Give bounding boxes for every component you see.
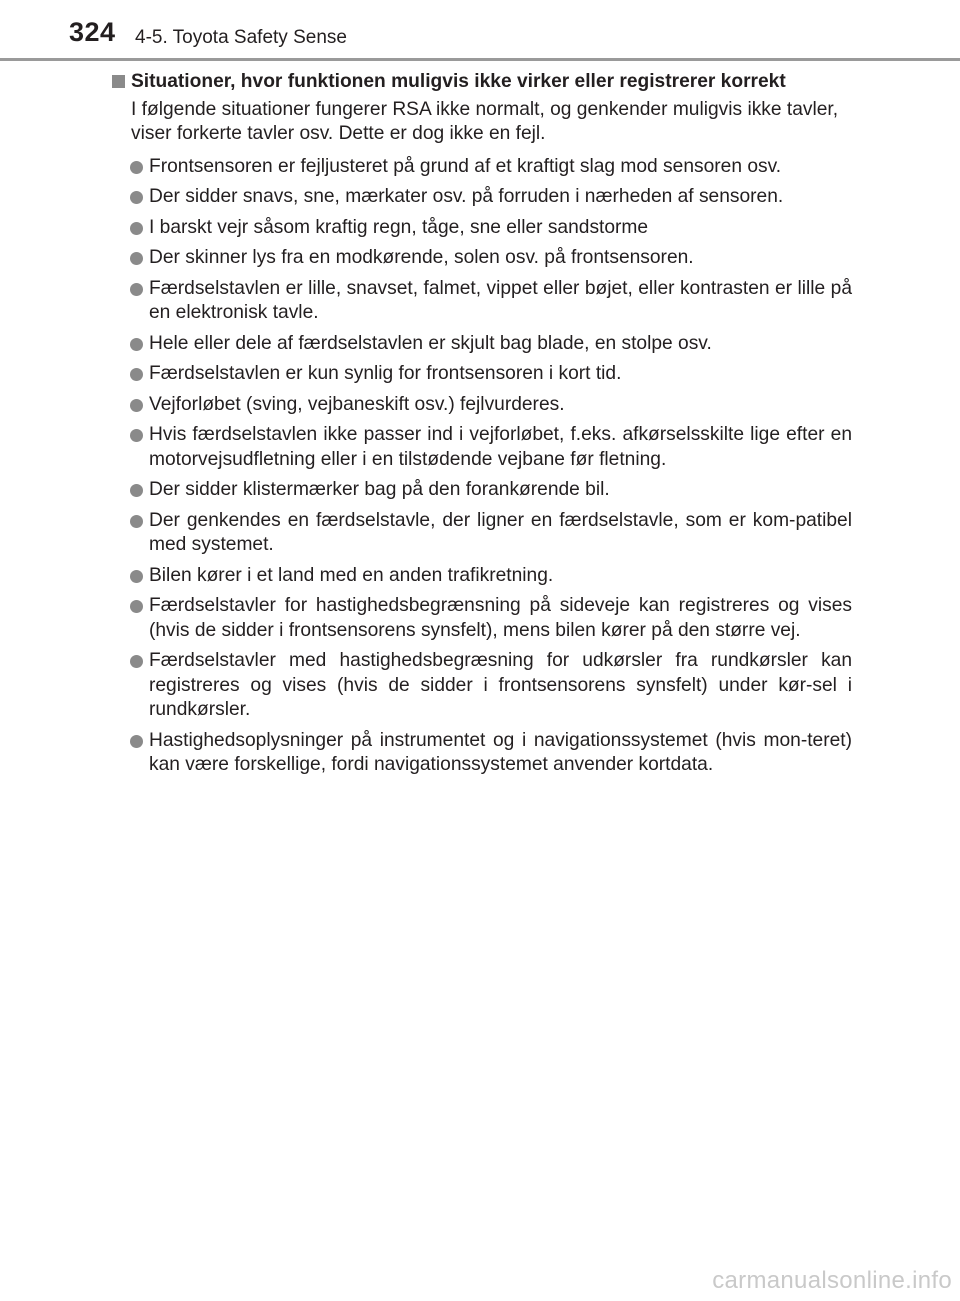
list-item <box>112 509 852 558</box>
list-item <box>112 729 852 778</box>
page-number: 324 <box>69 17 116 47</box>
bullet-dot-icon <box>130 399 143 412</box>
list-item-text: Færdselstavler for hastighedsbegrænsning på sideveje kan registreres og vises (hvis de sidder i frontsensorens synsfelt), mens bilen kører på den større vej. <box>149 595 852 641</box>
bullet-dot-icon <box>130 515 143 528</box>
list-item <box>112 155 852 180</box>
list-item-text: Færdselstavlen er lille, snavset, falmet, vippet eller bøjet, eller kontrasten er lille på en elektronisk tavle. <box>149 277 852 323</box>
list-item-text: Frontsensoren er fejljusteret på grund af et kraftigt slag mod sensoren osv. <box>149 155 782 177</box>
list-item <box>112 393 852 418</box>
list-item <box>112 478 852 503</box>
chapter-title: 4-5. Toyota Safety Sense <box>135 27 347 48</box>
list-item-text: Der sidder klistermærker bag på den forankørende bil. <box>149 479 610 500</box>
list-item <box>112 246 852 271</box>
bullet-dot-icon <box>130 368 143 381</box>
list-item-text: Der genkendes en færdselstavle, der ligner en færdselstavle, som er kom-patibel med systemet. <box>149 509 852 555</box>
list-item <box>112 594 852 643</box>
list-item-text: Færdselstavler med hastighedsbegræsning for udkørsler fra rundkørsler kan registreres og vises (hvis de sidder i frontsensorens synsfelt) under kør-sel i rundkørsler. <box>149 650 852 720</box>
bullet-dot-icon <box>130 283 143 296</box>
list-item <box>112 362 852 387</box>
list-item <box>112 185 852 210</box>
list-item-text: Der skinner lys fra en modkørende, solen osv. på frontsensoren. <box>149 247 694 268</box>
list-item-text: Der sidder snavs, sne, mærkater osv. på forruden i nærheden af sensoren. <box>149 186 784 207</box>
list-item-text: Hastighedsoplysninger på instrumentet og i navigationssystemet (hvis mon-teret) kan være forskellige, fordi navigationssystemet anvender kortdata. <box>149 729 852 775</box>
list-item-text: I barskt vejr såsom kraftig regn, tåge, sne eller sandstorme <box>149 216 649 238</box>
list-item-text: Færdselstavlen er kun synlig for frontsensoren i kort tid. <box>149 363 622 384</box>
list-item <box>112 216 852 241</box>
list-item <box>112 423 852 472</box>
bullet-dot-icon <box>130 570 143 583</box>
list-item <box>112 332 852 357</box>
bullet-dot-icon <box>130 484 143 497</box>
section-intro: I følgende situationer fungerer RSA ikke normalt, og genkender muligvis ikke tavler, viser forkerte tavler osv. Dette er dog ikke en fejl. <box>131 98 839 144</box>
list-item <box>112 564 852 589</box>
bullet-dot-icon <box>130 252 143 265</box>
list-item-text: Hele eller dele af færdselstavlen er skjult bag blade, en stolpe osv. <box>149 332 712 354</box>
square-bullet-icon <box>112 75 125 88</box>
bullet-dot-icon <box>130 735 143 748</box>
bullet-list <box>112 155 852 778</box>
bullet-dot-icon <box>130 191 143 204</box>
section-heading <box>112 70 852 95</box>
bullet-dot-icon <box>130 429 143 442</box>
bullet-dot-icon <box>130 222 143 235</box>
bullet-dot-icon <box>130 161 143 174</box>
list-item <box>112 649 852 723</box>
list-item-text: Hvis færdselstavlen ikke passer ind i vejforløbet, f.eks. afkørselsskilte lige efter en motorvejsudfletning eller i en tilstødende vejbane før fletning. <box>149 424 852 470</box>
header-divider <box>0 58 960 61</box>
list-item-text: Vejforløbet (sving, vejbaneskift osv.) fejlvurderes. <box>149 393 565 415</box>
page-header <box>0 0 960 48</box>
list-item-text: Bilen kører i et land med en anden trafikretning. <box>149 564 554 586</box>
list-item <box>112 277 852 326</box>
bullet-dot-icon <box>130 600 143 613</box>
section-heading-text: Situationer, hvor funktionen muligvis ikke virker eller registrerer korrekt <box>131 71 786 92</box>
bullet-dot-icon <box>130 338 143 351</box>
page-content <box>112 70 852 784</box>
bullet-dot-icon <box>130 655 143 668</box>
watermark: carmanualsonline.info <box>712 1267 952 1294</box>
